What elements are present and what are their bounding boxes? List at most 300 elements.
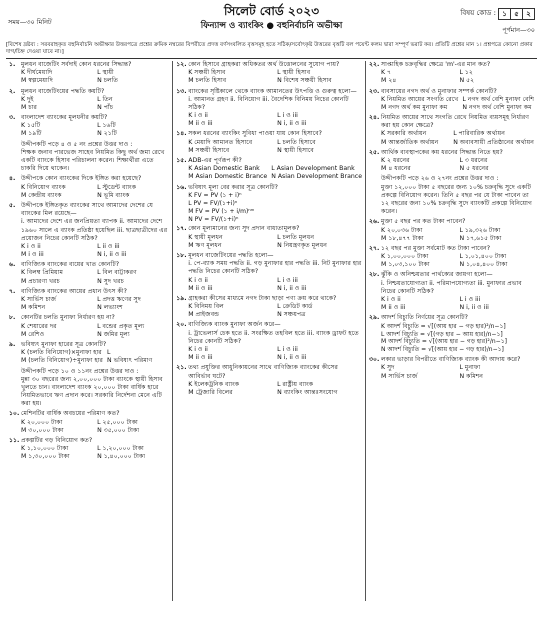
answer-option: N i, ii ও iii: [97, 251, 127, 259]
option-grid: [369, 227, 534, 243]
answer-option: L মুনাফা: [459, 364, 481, 372]
answer-option: L নগদ অর্থ বেশি মুনাফা বেশি: [462, 95, 534, 103]
question: [369, 356, 534, 381]
answer-option: L ক্রেডিট কার্ড: [277, 303, 313, 311]
question-stem: শিক্ষক জনাব পারভেজ সাহেব নিয়মিত কিছু অর্থ জমা রেখে একটি ব্যাংকে হিসাব পরিচালনা করেন। শিক্ষার্থীরা এতে চাকরি দিয়ে থাকেন।: [21, 148, 165, 173]
question-stem: i. পে-ব্যাক সময় পদ্ধতি ii. গড় মুনাফার হার পদ্ধতি iii. নিট মুনাফার হার পদ্ধতি নিচের কোনটি সঠিক?: [188, 260, 362, 276]
question-stem: i. নিশ্চয়তাযোগ্যতা ii. পরিমাপযোগ্যতা iii. মুনাফার প্রভাব নিচের কোনটি সঠিক?: [381, 279, 522, 295]
subject-code-digit: ২: [522, 8, 535, 20]
answer-option: L স্থায়ী: [97, 69, 114, 77]
question-head: [369, 149, 534, 157]
question-text: ADB-এর পূর্ণরূপ কী?: [188, 157, 242, 165]
option-formula: K FV = PV (১ + i)ⁿ: [188, 191, 242, 199]
question-stem: i. আমাদের দেশে এর জনপ্রিয়তা ব্যাপক ii. আমাদের দেশে ১৯৬০ সালে এ ব্যাংক প্রতিষ্ঠা হয়েছিল iii. ছাত্রছাত্রীদের এর প্রয়োজন নিচের কোনটি সঠিক?: [21, 218, 168, 242]
question-text: উদ্দীপকটি পড়ে ৪ ও ৫ নং প্রশ্নের উত্তর দাও :: [21, 140, 133, 148]
option-formula: N আদর্শ বিচ্যুতি = √[(আয় হার − গড় হার)/n−১]: [381, 346, 504, 354]
answer-option: M ii ও iii: [188, 284, 213, 292]
question-head: [9, 61, 169, 69]
question-head: [9, 175, 169, 183]
question: [9, 437, 169, 462]
answer-option: K শেয়ারের দর: [21, 322, 57, 330]
question-head: [176, 130, 362, 138]
question: [9, 114, 169, 139]
answer-option: L ১৬টি: [97, 122, 116, 130]
answer-option: K স্থায়ী মূলধন: [188, 233, 223, 241]
answer-option: K ২০,০৩৬ টাকা: [381, 226, 423, 234]
answer-option: L পারিবারিক অর্থায়ন: [453, 130, 505, 138]
answer-option: M i ও iii: [21, 251, 44, 259]
answer-option: K Asian Domestic Bank: [188, 165, 260, 173]
answer-option: L ১,২০,০০০ টাকা: [97, 445, 144, 453]
answer-option: K ২০,০০০ টাকা: [21, 418, 63, 426]
answer-option: M (চলতি বিনিয়োগ)÷মুনাফা হার: [21, 357, 103, 365]
question: [9, 202, 169, 259]
question: [176, 130, 362, 155]
question-number: ১৯.: [176, 294, 187, 302]
question-text: বাণিজ্যিক ব্যাংক মুনাফা অর্জন করে—: [188, 321, 281, 329]
question: [369, 271, 534, 312]
question: [369, 114, 534, 147]
answer-option: L বন্ডের প্রকৃত মূল্য: [97, 322, 145, 330]
answer-option: M ১,৩০,০০০ টাকা: [21, 453, 70, 461]
option-grid: [369, 157, 534, 173]
answer-option: N পাঁচ: [97, 103, 114, 111]
answer-option: M নগদ অর্থ কম মুনাফা কম: [381, 103, 448, 111]
answer-option: N ৩৫,০০০ টাকা: [97, 426, 140, 434]
question-number: ১১.: [9, 437, 20, 445]
answer-option: K ১,১০,০০০ টাকা: [21, 445, 69, 453]
answer-option: K সার্ভিস চার্জ: [21, 296, 57, 304]
answer-option: L i ও iii: [277, 112, 298, 120]
answer-option: M কমিশন: [21, 304, 46, 312]
question: [176, 252, 362, 293]
question-head: [9, 437, 169, 445]
question-columns: [6, 61, 537, 601]
answer-option: K i ও ii: [381, 296, 401, 304]
answer-option: N অব্যবসায়ী প্রতিষ্ঠানের অর্থায়ন: [453, 138, 534, 146]
marks-label: পূর্ণমান—৩০: [502, 26, 535, 34]
option-formula: M FV = PV (১ + i/m)ⁿᵐ: [188, 207, 255, 215]
question-head: [9, 202, 169, 218]
question-head: [9, 410, 169, 418]
option-grid: [9, 269, 169, 285]
option-grid: [9, 349, 169, 365]
answer-option: N বিশেষ সঞ্চয়ী হিসাব: [277, 77, 332, 85]
answer-option: L চলতি মূলধন: [277, 233, 315, 241]
subject-code-digit: ৫: [510, 8, 523, 20]
question-head: [176, 295, 362, 303]
answer-option: M সঞ্চয়ী হিসাবে: [188, 146, 230, 154]
option-grid: [369, 296, 534, 312]
option-grid: [369, 69, 534, 85]
answer-option: M ১৮,৪৭৭ টাকা: [381, 234, 424, 242]
question-column: [6, 61, 172, 601]
option-grid: [9, 122, 169, 138]
question-head: [9, 314, 169, 322]
option-grid: [176, 303, 362, 319]
option-formula: L PV = FV/(১+i)ⁿ: [188, 199, 238, 207]
option-grid: [176, 234, 362, 250]
question: [9, 61, 169, 86]
question: [9, 341, 169, 366]
stimulus-block: [369, 175, 534, 216]
answer-option: L স্থায়ী হিসাব: [277, 69, 311, 77]
answer-option: M সার্ভিস চার্জ: [381, 372, 418, 380]
answer-option: K বিনিয়োগ ব্যাংক: [21, 183, 66, 191]
header: [6, 4, 537, 42]
option-grid: [9, 69, 169, 85]
question-text: ১২ বছর পর মুক্তা সর্বমোট কত টাকা পাবেন?: [381, 244, 491, 252]
answer-option: M ii ও iii: [188, 354, 213, 362]
question-number: ১৬.: [176, 183, 187, 191]
question: [9, 410, 169, 435]
answer-option: M আন্তর্জাতিক অর্থায়ন: [381, 138, 439, 146]
question-text: উদ্দীপকটি পড়ে ২৬ ও ২৭নং প্রশ্নের উত্তর দাও :: [381, 175, 499, 183]
option-formula: N PV = FV/(১+i)ⁿ: [188, 215, 239, 223]
question-number: ১৩.: [176, 87, 187, 95]
question-text: মুলধন বাজেটিং সর্বদাই কোন ধরনের সিদ্ধান্ত?: [21, 60, 132, 68]
question-number: ৮.: [9, 314, 16, 322]
question-number: [9, 141, 21, 149]
question: [176, 61, 362, 86]
answer-option: L i ও iii: [459, 296, 481, 304]
answer-option: N i, ii ও iii: [277, 284, 307, 292]
question-number: ১.: [9, 60, 16, 68]
answer-option: K নিয়মিত আয়ের সংগতি রেখে: [381, 95, 459, 103]
question: [9, 175, 169, 200]
question-head: [176, 252, 362, 260]
question-text: ভবিষ্যৎ মূল্য বের করার সূত্র কোনটি?: [188, 183, 278, 191]
question-text: গ্রাহকরা কীসের মাধ্যমে নগদ টাকা ছাড়া পণ্য ক্রয় করে থাকে?: [188, 294, 337, 302]
question-head: [176, 184, 362, 192]
answer-option: K ইলেকট্রনিক ব্যাংক: [188, 380, 240, 388]
question-text: ভবিষ্যৎ মুনাফা হারের সূত্র কোনটি?: [21, 340, 107, 348]
question-number: [9, 368, 21, 376]
option-formula: L আদর্শ বিচ্যুতি = √[(গড় হার − আয় হার)/n−১]: [381, 330, 503, 338]
question-number: ২৫.: [369, 148, 380, 156]
question-text: ঝুঁকি ও অনিশ্চয়তার পার্থক্যের জায়গা হলো—: [381, 271, 493, 279]
question-text: উদ্দীপকটি পড়ে ১০ ও ১১নং প্রশ্নের উত্তর দাও :: [21, 367, 139, 375]
answer-option: L ৩ ধরনের: [459, 157, 488, 165]
question-stem: i. আমানত গ্রহণ ii. বিনিয়োগ iii. বৈদেশিক বিনিময় নিচের কোনটি সঠিক?: [188, 95, 349, 111]
question-text: বাংলাদেশ ব্যাংকের মূলধনীর কয়টি?: [21, 114, 108, 122]
answer-option: N সুদ খরচ: [97, 277, 124, 285]
question-head: [9, 88, 169, 96]
answer-option: M ১৯টি: [21, 130, 42, 138]
question: [176, 225, 362, 250]
answer-option: L প্রদত্ত ঋণের সুদ: [97, 296, 141, 304]
question-head: [176, 225, 362, 233]
question-text: বাণিজ্যিক ব্যাংকের ব্যয়ের খাত কোনটি?: [21, 261, 119, 269]
answer-option: K সুদ: [381, 364, 395, 372]
answer-option: L স্টুডেন্ট ব্যাংক: [97, 183, 137, 191]
question-text: ব্যাংকের সৃষ্টিকালে থেকে ব্যাংক আমানতের উৎপত্তি ও গুরুত্ব হলো—: [188, 87, 357, 95]
answer-option: K ১,০০,০০০ টাকা: [381, 253, 429, 261]
option-grid: [176, 139, 362, 155]
answer-option: N ব্যাংকিং আন্তঃসংযোগ: [277, 388, 338, 396]
question-number: ২.: [9, 87, 16, 95]
question-text: উদ্দীপকে কোন ব্যাংকের দিকে ইঙ্গিত করা হয়েছে?: [21, 175, 142, 183]
question: [9, 261, 169, 286]
question-number: ২০.: [176, 321, 187, 329]
answer-option: L ২৫,০০০ টাকা: [97, 418, 138, 426]
answer-option: N ভূমি ব্যাংক: [97, 191, 130, 199]
option-grid: [9, 296, 169, 312]
answer-option: N স্থায়ী হিসাবে: [277, 146, 314, 154]
question-head: [369, 245, 534, 253]
answer-option: N i, ii ও iii: [277, 120, 307, 128]
option-grid: [9, 243, 169, 259]
question-head: [9, 368, 169, 376]
question-head: [176, 364, 362, 380]
question-number: ১৫.: [176, 157, 187, 165]
question-text: মূলধন বাজেটিংয়ের পদ্ধতি কয়টি?: [21, 87, 105, 95]
answer-option: M স্বল্পমেয়াদি: [21, 77, 53, 85]
answer-option: M ১,০৩,১০০ টাকা: [381, 261, 430, 269]
question-number: ২৬.: [369, 218, 380, 226]
time-label: সময়—৩০ মিনিট: [8, 18, 52, 26]
question: [369, 61, 534, 86]
option-grid: [369, 96, 534, 112]
question-number: ২৯.: [369, 314, 380, 322]
question-number: ৬.: [9, 261, 16, 269]
stimulus-block: [9, 141, 169, 174]
answer-option: K সরকারি অর্থায়ন: [381, 130, 427, 138]
question: [176, 157, 362, 182]
question-number: ২৪.: [369, 114, 380, 122]
question-text: মূলধন বাজেটিংয়ের পদ্ধতি হলো—: [188, 251, 274, 259]
question: [176, 184, 362, 224]
question-head: [369, 314, 534, 322]
option-grid: [369, 253, 534, 269]
answer-option: L রাষ্ট্রীয় ব্যাংক: [277, 380, 314, 388]
question-number: ২১.: [176, 364, 187, 372]
answer-option: L ১৯,৩২৬ টাকা: [459, 226, 501, 234]
answer-option: K বিনিময় বিল: [188, 303, 224, 311]
answer-option: N সঞ্চয়পত্র: [277, 311, 306, 319]
question-text: লকার ভাড়ার বিপরীতে বাণিজ্যিক ব্যাংক কী আদায় করে?: [381, 356, 521, 364]
answer-option: M Asian Domestic Brance: [188, 173, 268, 181]
question-text: আদর্শ বিচ্যুতি নির্ণয়ের সূত্র কোনটি?: [381, 314, 468, 322]
answer-option: M ii ও iii: [188, 120, 213, 128]
question-number: ১৪.: [176, 130, 187, 138]
question-text: আর্থিক ব্যবস্থাপকের কয় ধরনের সিদ্ধান্ত নিতে হয়?: [381, 148, 503, 156]
answer-option: N i, ii ও iii: [459, 304, 489, 312]
answer-option: M ২৪: [381, 77, 397, 85]
instruction-note: [বিশেষ দ্রষ্টব্য : সরবরাহকৃত বহুনির্বাচনি অভীক্ষার উত্তরপত্রে প্রশ্নের ক্রমিক নম্বরের বিপরীতে প্রদত্ত বর্ণসংবলিত বৃত্তসমূহ হতে সঠিক/সর্বোৎকৃষ্ট উত্তরের বৃত্তটি বল পয়েন্ট কলম দ্বারা সম্পূর্ণ ভরাট কর। প্রতিটি প্রশ্নের মান ১। প্রশ্নপত্রে কোনো প্রকার দাগ/চিহ্ন দেওয়া যাবে না।]: [6, 42, 537, 59]
question-head: [176, 61, 362, 69]
answer-option: N কমিশন: [459, 372, 483, 380]
answer-option: M চলতি হিসাব: [188, 77, 227, 85]
option-grid: [369, 130, 534, 146]
answer-option: L চলতি হিসাবে: [277, 138, 316, 146]
question-head: [369, 61, 534, 69]
question-head: [369, 114, 534, 130]
answer-option: M প্রচারণা খরচ: [21, 277, 60, 285]
question-head: [9, 288, 169, 296]
answer-option: N Asian Development Brance: [271, 173, 363, 181]
subject-code: [460, 8, 535, 20]
question-head: [9, 141, 169, 149]
question-head: [176, 88, 362, 96]
question-number: ১২.: [176, 60, 187, 68]
question-stem: মুক্তা ১২,০০০ টাকা ৫ বছরের জন্য ১০% চক্রবৃদ্ধি সুদে একটি প্রকল্পে বিনিয়োগ করেন। তিনি ৫ বছর পর যে টাকা পাবেন তা ১২ বছরের জন্য ১০% চক্রবৃদ্ধি সুদে ব্যাংকটি প্রকল্পে বিনিয়োগ করেন।: [381, 183, 532, 216]
answer-option: L i ও iii: [277, 276, 298, 284]
option-grid: [176, 346, 362, 362]
subject-code-cells: [499, 8, 535, 20]
question-column: [172, 61, 365, 601]
answer-option: N জমির মূল্য: [97, 330, 130, 338]
question-number: ৪.: [9, 175, 16, 183]
question-number: ৫.: [9, 201, 16, 209]
option-grid: [9, 445, 169, 461]
question: [9, 88, 169, 113]
question-text: কোন হিসাবে গ্রাহকরা অধিকতর অর্থ উত্তোলনের সুযোগ পায়?: [188, 60, 340, 68]
question-number: ১০.: [9, 410, 20, 418]
question-number: ৩.: [9, 114, 16, 122]
question: [369, 245, 534, 270]
answer-option: L তিন: [97, 95, 113, 103]
answer-option: N লভ্যাংশ: [97, 304, 123, 312]
answer-option: L: [106, 349, 111, 357]
question-number: ২৮.: [369, 271, 380, 279]
option-formula: M আদর্শ বিচ্যুতি = √[(আয় হার − গড় হার)²/n−১]: [381, 338, 507, 346]
question-number: [369, 175, 381, 183]
question-head: [9, 341, 169, 349]
answer-option: K বিলম্ব প্রিমিয়াম: [21, 269, 63, 277]
question: [369, 218, 534, 243]
question-head: [369, 356, 534, 364]
question-text: প্রকল্পটির গড় বিনিয়োগ কত?: [21, 437, 93, 445]
question-text: সকল ধরনের ব্যাংকিং সুবিধা পাওয়া যায় কোন হিসাবে?: [188, 130, 322, 138]
question: [176, 364, 362, 397]
answer-option: N i, ii ও iii: [277, 354, 307, 362]
question-text: উদ্দীপকে ইঙ্গিতকৃত ব্যাংকের সাথে আমাদের দেশের যে ব্যাংকের মিল রয়েছে—: [21, 201, 153, 218]
answer-option: M ii ও iii: [381, 304, 406, 312]
answer-option: L i ও iii: [277, 346, 298, 354]
answer-option: M কেন্দ্রীয় ব্যাংক: [21, 191, 62, 199]
page-title: সিলেট বোর্ড ২০২৩: [223, 4, 320, 18]
answer-option: M ট্রেজারি বিলের: [188, 388, 233, 396]
stimulus-block: [9, 368, 169, 409]
question: [176, 88, 362, 129]
answer-option: L বিল বাট্টাকরণ: [97, 269, 137, 277]
question: [369, 88, 534, 113]
question: [369, 149, 534, 174]
question-head: [369, 218, 534, 226]
question-stem: i. ট্রাভেলার্স চেক হতে ii. সংরক্ষিত তহবিল হতে iii. ব্যাংক ড্রাফট হতে নিচের কোনটি সঠিক?: [188, 329, 359, 345]
answer-option: N চলতি: [97, 77, 119, 85]
question-text: মেশিনটির বার্ষিক অবচয়ের পরিমাণ কত?: [21, 410, 120, 418]
answer-option: K ১৫টি: [21, 122, 41, 130]
option-formula: K আদর্শ বিচ্যুতি = √[(আয় হার − গড় হার)²/n−১]: [381, 322, 506, 330]
question-number: ৯.: [9, 340, 16, 348]
question-head: [176, 321, 362, 329]
answer-option: L Asian Development Bank: [271, 165, 355, 173]
question-text: ব্যবসায়ের নগদ অর্থ ও মুনাফার সম্পর্ক কোনটি?: [381, 87, 497, 95]
option-grid: [176, 381, 362, 397]
question-text: নিয়মিত আয়ের সাথে সংগতি রেখে নিয়মিত ব্যয়সমূহ নির্ধারণ করা হয় কোন ক্ষেত্রে?: [381, 114, 530, 130]
question-stem: মুন্না ৩০ বছরের জন্য ২,০০,০০০ টাকা ব্যাংকে স্থায়ী হিসাব খুলতে চান। বাংলাদেশ ব্যাংক ২০,০০০ টাকা বার্ষিক হারে নিয়মিতভাবে ঋণ প্রদান করে। সরকারি নির্দেশনা মেনে এটি করা হয়।: [21, 375, 163, 408]
question-column: [365, 61, 537, 601]
answer-option: K ৭: [381, 69, 392, 77]
question-number: ২৭.: [369, 244, 380, 252]
question-text: কোন মূল্যমানের জন্য সুদ প্রদান বাধ্যতামূলক?: [188, 225, 300, 233]
answer-option: M চার: [21, 103, 37, 111]
answer-option: K i ও ii: [188, 346, 208, 354]
answer-option: K i ও ii: [188, 112, 208, 120]
question-head: [369, 175, 534, 183]
question-head: [9, 261, 169, 269]
answer-option: N ৫২: [459, 77, 475, 85]
question-number: ২৩.: [369, 87, 380, 95]
question: [176, 295, 362, 320]
answer-option: M ৪ ধরনের: [381, 165, 411, 173]
answer-option: K i ও ii: [21, 242, 41, 250]
answer-option: N নিয়ন্ত্রণকৃত মূলধন: [277, 241, 327, 249]
option-grid: [9, 96, 169, 112]
option-grid: [9, 323, 169, 339]
answer-option: N ১,৪০,০০০ টাকা: [97, 453, 146, 461]
answer-option: K i ও ii: [188, 276, 208, 284]
subject-code-label: বিষয় কোড :: [460, 9, 496, 18]
answer-option: M ৩০,০০০ টাকা: [21, 426, 64, 434]
option-grid: [9, 419, 169, 435]
question-text: কোনটির চলতি মুনাফা নির্ধারণ হয় না?: [21, 314, 115, 322]
question-number: ১৮.: [176, 251, 187, 259]
subject-code-digit: ১: [498, 8, 511, 20]
option-grid: [9, 184, 169, 200]
option-grid: [176, 165, 362, 181]
question-head: [176, 157, 362, 165]
answer-option: K দুই: [21, 95, 34, 103]
question: [9, 288, 169, 313]
answer-option: L ১,০১,৪০০ টাকা: [459, 253, 507, 261]
answer-option: K (চলতি বিনিয়োগ)×মুনাফা হার: [21, 349, 102, 357]
page-subtitle: ফিন্যান্স ও ব্যাংকিং ● বহুনির্বাচনি অভীক্ষা: [200, 20, 343, 31]
answer-option: N ১৭,৬১৫ টাকা: [459, 234, 502, 242]
answer-option: N ৫ ধরনের: [459, 165, 489, 173]
answer-option: K দীর্ঘমেয়াদি: [21, 69, 53, 77]
option-grid: [369, 364, 534, 380]
question-number: ৩০.: [369, 356, 380, 364]
answer-option: M রেশিও: [21, 330, 45, 338]
question: [176, 321, 362, 362]
answer-option: K সঞ্চয়ী হিসাব: [188, 69, 226, 77]
question-text: মুক্তা ৫ বছর পর কত টাকা পাবেন?: [381, 218, 466, 226]
question-number: ১৭.: [176, 225, 187, 233]
question-head: [369, 271, 534, 279]
question-text: বাণিজ্যিক ব্যাংকের আয়ের প্রধান উৎস কী?: [21, 287, 127, 295]
answer-option: N ভবিষ্যৎ পরিমাণ: [106, 357, 153, 365]
question: [369, 314, 534, 354]
question-head: [369, 88, 534, 96]
option-grid: [176, 112, 362, 128]
question-text: তথ্য প্রযুক্তির আধুনিকায়নের সাথে বাণিজ্যিক ব্যাংকের কীসের আবির্ভাব ঘটে?: [188, 364, 338, 380]
question: [9, 314, 169, 339]
answer-option: K মেয়াদি আমানত হিসাবে: [188, 138, 253, 146]
answer-option: M ঋণ মূলধন: [188, 241, 222, 249]
answer-option: M প্রাইজবন্ড: [188, 311, 220, 319]
answer-option: N নগদ অর্থ বেশি মুনাফা কম: [462, 103, 532, 111]
question-number: ২২.: [369, 60, 380, 68]
answer-option: K ২ ধরনের: [381, 157, 410, 165]
option-grid: [176, 69, 362, 85]
answer-option: N ১,০৪,৪০০ টাকা: [459, 261, 508, 269]
answer-option: L ii ও iii: [97, 242, 120, 250]
question-number: ৭.: [9, 287, 16, 295]
question-text: সাপ্তাহিক চক্রবৃদ্ধির ক্ষেত্রে 'm'-এর মান কত?: [381, 60, 491, 68]
